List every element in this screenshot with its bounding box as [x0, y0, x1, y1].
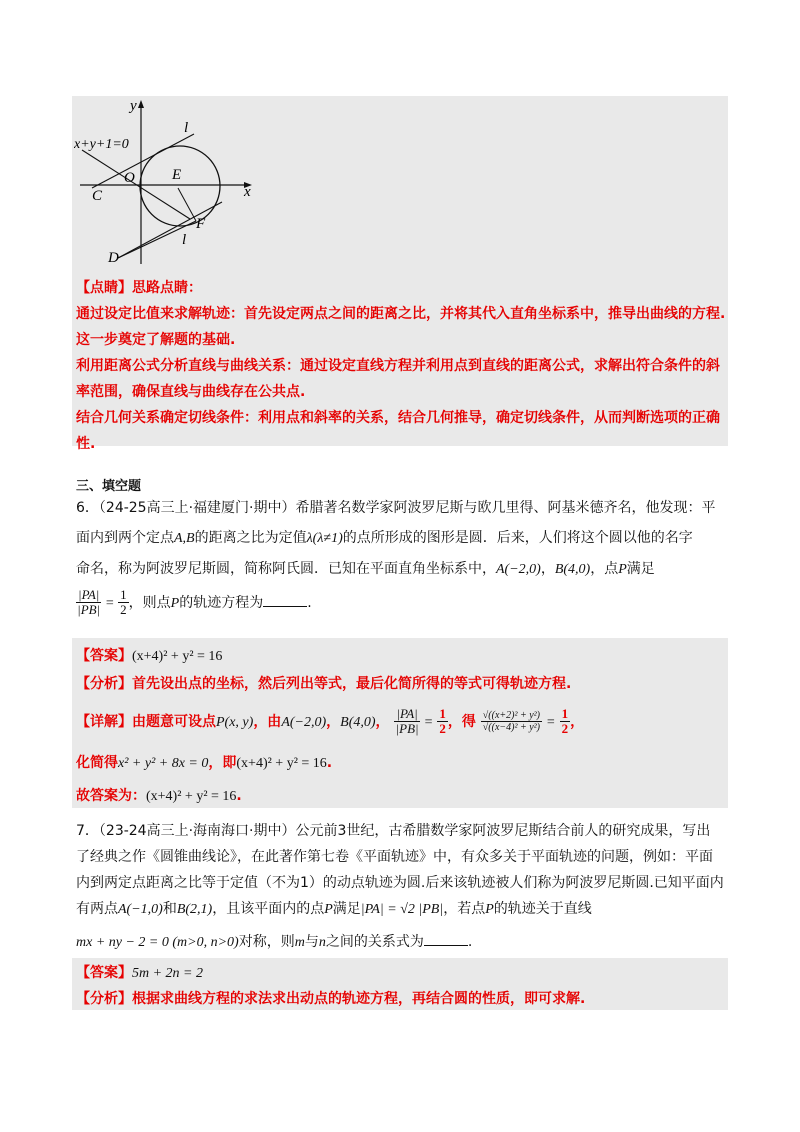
q7-line-equation: mx + ny − 2 = 0 (m>0, n>0) — [76, 935, 239, 950]
q7-point-P: P — [485, 902, 494, 917]
q6-final-text: . — [236, 788, 242, 804]
q7-line-4 — [76, 898, 592, 918]
y-axis-arrow — [138, 100, 144, 108]
q6-final-value: (x+4)² + y² = 16 — [146, 789, 237, 804]
label-O: O — [124, 170, 135, 186]
q6-answer — [76, 645, 222, 665]
q6-simplify-tag: 化简得 — [76, 755, 118, 771]
q5-note-line-2: 这一步奠定了解题的基础. — [76, 332, 236, 348]
q6-lambda: λ(λ≠1) — [306, 531, 343, 546]
q7-answer-value: 5m + 2n = 2 — [132, 966, 204, 981]
q6-simplify — [76, 752, 332, 772]
q6-detail-B: B(4,0) — [340, 714, 376, 730]
q6-detail-ratio: $\frac{|PA|}{|PB|}$ — [395, 706, 419, 737]
label-E: E — [172, 167, 182, 183]
q6-detail-text: ，得 — [447, 713, 476, 730]
q6-text: 的距离之比为定值 — [194, 530, 307, 546]
q7-line-3: 内到两定点距离之比等于定值（不为1）的动点轨迹为圆.后来该轨迹被人们称为阿波罗尼斯圆.已知平面内 — [76, 875, 724, 891]
section-title: 三、填空题 — [76, 479, 142, 494]
q6-point-P: P — [618, 562, 627, 577]
q6-detail-half: $\frac{1}{2}$ — [439, 706, 446, 737]
label-l-top: l — [184, 120, 189, 136]
q6-text: ，点 — [590, 561, 619, 577]
q5-note-line-4: 率范围，确保直线与曲线存在公共点. — [76, 384, 306, 400]
q7-point-B: B(2,1) — [176, 902, 213, 917]
q6-simplify-text: . — [326, 755, 333, 771]
q6-point-P: P — [170, 595, 180, 611]
q6-detail-text: 由题意可设点 — [132, 713, 216, 730]
q6-detail-text: ，由 — [253, 713, 282, 730]
geometry-figure — [74, 96, 264, 268]
answer-blank — [263, 594, 307, 607]
q6-analysis-text: 首先设出点的坐标，然后列出等式，最后化简所得的等式可得轨迹方程. — [132, 676, 572, 692]
q7-point-P: P — [324, 902, 333, 917]
analysis-tag: 【分析】 — [76, 676, 132, 692]
q6-detail-text: ， — [375, 713, 390, 730]
q6-equals: = — [105, 595, 114, 611]
q6-detail-P: P(x, y) — [216, 714, 254, 730]
q7-answer — [76, 962, 203, 982]
answer-tag: 【答案】 — [76, 648, 132, 664]
label-y: y — [130, 98, 137, 114]
q6-analysis — [76, 673, 571, 693]
q5-note-line-1: 通过设定比值来求解轨迹：首先设定两点之间的距离之比，并将其代入直角坐标系中，推导出曲线的方程. — [76, 306, 726, 322]
label-C: C — [92, 188, 103, 204]
q5-note-line-5: 结合几何关系确定切线条件：利用点和斜率的关系，结合几何推导，确定切线条件，从而判断选项的正确 — [76, 410, 720, 426]
q6-line-4: $\frac{|PA|}{|PB|}$ = $\frac{1}{2}$ ，则点P的轨迹方程为 . — [77, 587, 312, 618]
q7-var-m: m — [294, 935, 305, 950]
q7-analysis — [76, 988, 585, 1008]
q7-text: 满足 — [332, 901, 361, 917]
q6-final-tag: 故答案为： — [76, 788, 146, 804]
q7-text: 和 — [162, 901, 177, 917]
q6-text: 命名，称为阿波罗尼斯圆，简称阿氏圆．已知在平面直角坐标系中， — [76, 561, 496, 577]
q6-text: 面内到两个定点 — [76, 530, 174, 546]
q6-point-A: A(−2,0) — [496, 562, 541, 577]
label-D: D — [108, 250, 119, 266]
q7-text: 对称，则 — [238, 934, 295, 950]
q7-line-5 — [76, 931, 472, 951]
segment-E-F — [178, 188, 196, 221]
q6-text: 的点所形成的图形是圆．后来，人们将这个圆以他的名字 — [342, 530, 693, 546]
q5-notes-tag-title: 思路点睛： — [132, 280, 202, 296]
q6-simplify-eq1: x² + y² + 8x = 0 — [118, 756, 209, 771]
q6-text: 的轨迹方程为 — [179, 594, 264, 611]
q6-line-3 — [76, 558, 655, 578]
detail-tag: 【详解】 — [76, 713, 132, 730]
q6-half: $\frac{1}{2}$ — [120, 587, 127, 618]
q5-notes-title — [76, 277, 202, 297]
circle — [140, 146, 220, 226]
q6-detail-text: ， — [570, 713, 585, 730]
q7-text: 与 — [304, 934, 319, 950]
q6-detail-sqrt-ratio: $\frac{\text{√((x+2)² + y²)}}{\text{√((x−4)² + y²)}}$ — [482, 710, 540, 734]
q6-final — [76, 785, 242, 805]
q7-line-1: 7．（23-24高三上·海南海口·期中）公元前3世纪，古希腊数学家阿波罗尼斯结合前人的研究成果，写出 — [76, 823, 711, 839]
q6-ratio: $\frac{|PA|}{|PB|}$ — [77, 587, 101, 618]
q6-point-B: B(4,0) — [554, 562, 591, 577]
answer-tag: 【答案】 — [76, 965, 132, 981]
q6-detail-equals: = — [424, 714, 433, 730]
q7-text: ，若点 — [443, 901, 486, 917]
q6-detail-text: ， — [326, 713, 341, 730]
q5-note-line-3: 利用距离公式分析直线与曲线关系：通过设定直线方程并利用点到直线的距离公式，求解出符合条件的斜 — [76, 358, 720, 374]
q5-note-line-6: 性. — [76, 436, 96, 452]
q7-text: . — [467, 934, 473, 950]
q7-text: 有两点 — [76, 901, 118, 917]
q5-notes-tag: 【点睛】 — [76, 280, 132, 296]
q6-points-AB: A,B — [174, 531, 195, 546]
label-l-bottom: l — [182, 232, 187, 248]
q6-simplify-eq2: (x+4)² + y² = 16 — [236, 756, 327, 771]
q7-text: 的轨迹关于直线 — [493, 901, 592, 917]
q7-analysis-text: 根据求曲线方程的求法求出动点的轨迹方程，再结合圆的性质，即可求解. — [132, 991, 586, 1007]
q6-text: 满足 — [626, 561, 655, 577]
label-x: x — [244, 184, 251, 200]
q7-condition: |PA| = √2 |PB| — [360, 902, 444, 917]
q6-detail-A: A(−2,0) — [281, 714, 327, 730]
q7-line-2: 了经典之作《圆锥曲线论》，在此著作第七卷《平面轨迹》中，有众多关于平面轨迹的问题，例如：平面 — [76, 849, 713, 865]
tangent-line-bottom — [118, 202, 222, 258]
analysis-tag: 【分析】 — [76, 991, 132, 1007]
q7-var-n: n — [318, 935, 326, 950]
label-F: F — [196, 216, 206, 232]
q7-text: 之间的关系式为 — [325, 934, 424, 950]
q6-text: ， — [540, 561, 555, 577]
label-line-eq: x+y+1=0 — [74, 137, 129, 152]
q6-detail — [76, 707, 584, 737]
q6-answer-value: (x+4)² + y² = 16 — [132, 649, 223, 664]
q6-line-2 — [76, 527, 693, 547]
q6-detail-half-2: $\frac{1}{2}$ — [561, 706, 569, 737]
q7-text: ，且该平面内的点 — [212, 901, 325, 917]
q7-point-A: A(−1,0) — [118, 902, 163, 917]
q6-detail-equals: = — [546, 714, 555, 730]
q6-simplify-text: ，即 — [208, 755, 237, 771]
q6-text: ，则点 — [128, 594, 171, 611]
q6-line-1: 6．（24-25高三上·福建厦门·期中）希腊著名数学家阿波罗尼斯与欧几里得、阿基米德齐名，他发现：平 — [76, 500, 716, 516]
answer-blank — [424, 933, 468, 946]
